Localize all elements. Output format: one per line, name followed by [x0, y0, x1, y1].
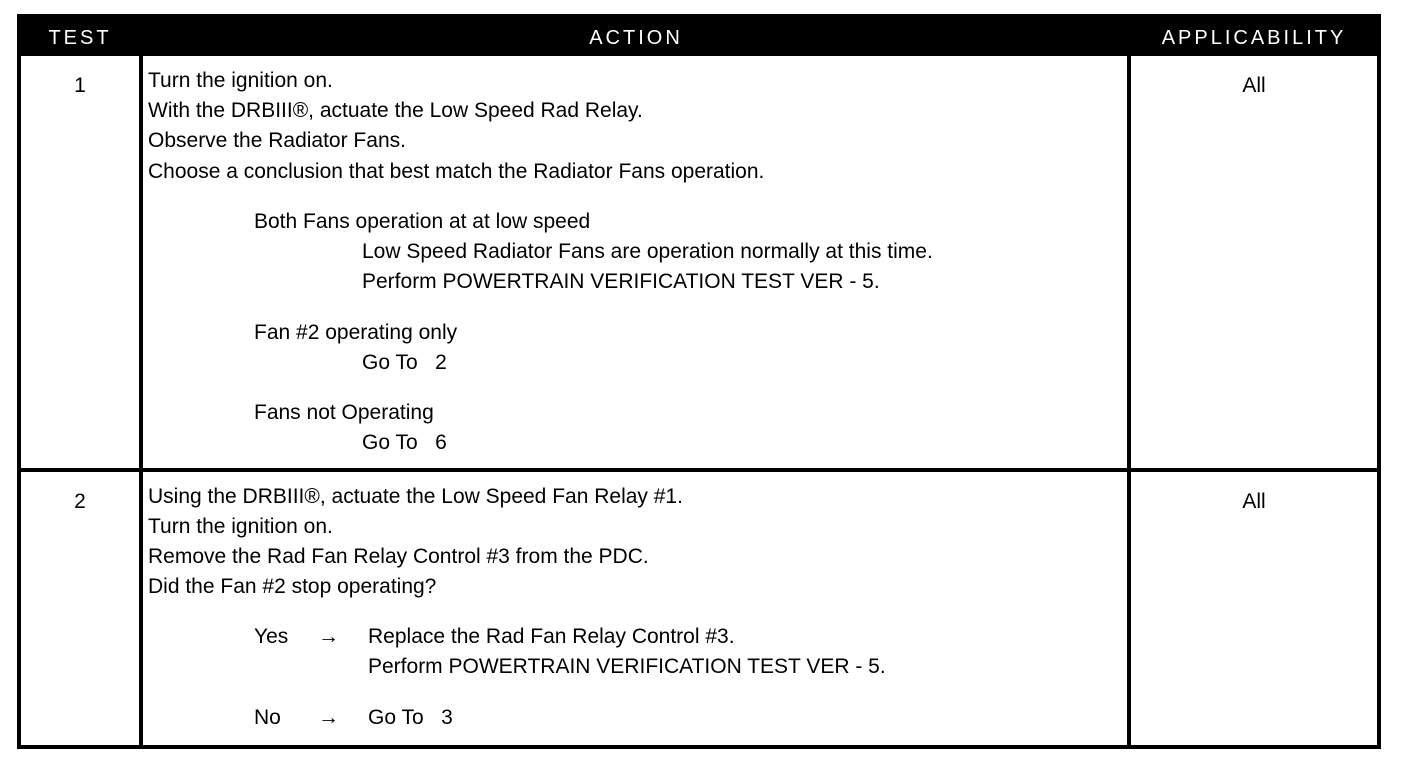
- option-result: Low Speed Radiator Fans are operation normally at this time.: [362, 240, 933, 263]
- step-text: Turn the ignition on.: [148, 515, 333, 538]
- step-text: Turn the ignition on.: [148, 69, 333, 92]
- option-condition: Yes: [254, 625, 289, 648]
- table-header: [21, 18, 1377, 56]
- arrow-icon: →: [318, 706, 339, 729]
- applicability-value: All: [1242, 74, 1266, 97]
- option-condition: Both Fans operation at at low speed: [254, 210, 591, 233]
- row-divider: [21, 468, 1377, 472]
- diagnostic-table: [17, 14, 1381, 749]
- applicability-value: All: [1242, 490, 1266, 513]
- arrow-icon: →: [318, 625, 339, 648]
- column-divider: [1127, 56, 1131, 749]
- step-text: Observe the Radiator Fans.: [148, 129, 406, 152]
- header-test: TEST: [48, 27, 112, 49]
- option-result: Perform POWERTRAIN VERIFICATION TEST VER - 5.: [368, 655, 886, 678]
- option-result: Go To 2: [362, 351, 447, 374]
- header-action: ACTION: [589, 27, 683, 49]
- step-text: Remove the Rad Fan Relay Control #3 from the PDC.: [148, 545, 649, 568]
- step-text: Choose a conclusion that best match the Radiator Fans operation.: [148, 160, 765, 183]
- option-result: Go To 3: [368, 706, 453, 729]
- option-result: Replace the Rad Fan Relay Control #3.: [368, 625, 735, 648]
- step-text: Did the Fan #2 stop operating?: [148, 575, 437, 598]
- step-text: Using the DRBIII®, actuate the Low Speed Fan Relay #1.: [148, 485, 683, 508]
- option-condition: Fans not Operating: [254, 401, 434, 424]
- option-result: Perform POWERTRAIN VERIFICATION TEST VER - 5.: [362, 270, 880, 293]
- option-result: Go To 6: [362, 431, 447, 454]
- step-text: With the DRBIII®, actuate the Low Speed Rad Relay.: [148, 99, 643, 122]
- header-applicability: APPLICABILITY: [1161, 27, 1347, 49]
- option-condition: No: [254, 706, 281, 729]
- column-divider: [139, 56, 143, 749]
- option-condition: Fan #2 operating only: [254, 321, 458, 344]
- test-number: 2: [74, 490, 86, 513]
- test-number: 1: [74, 74, 86, 97]
